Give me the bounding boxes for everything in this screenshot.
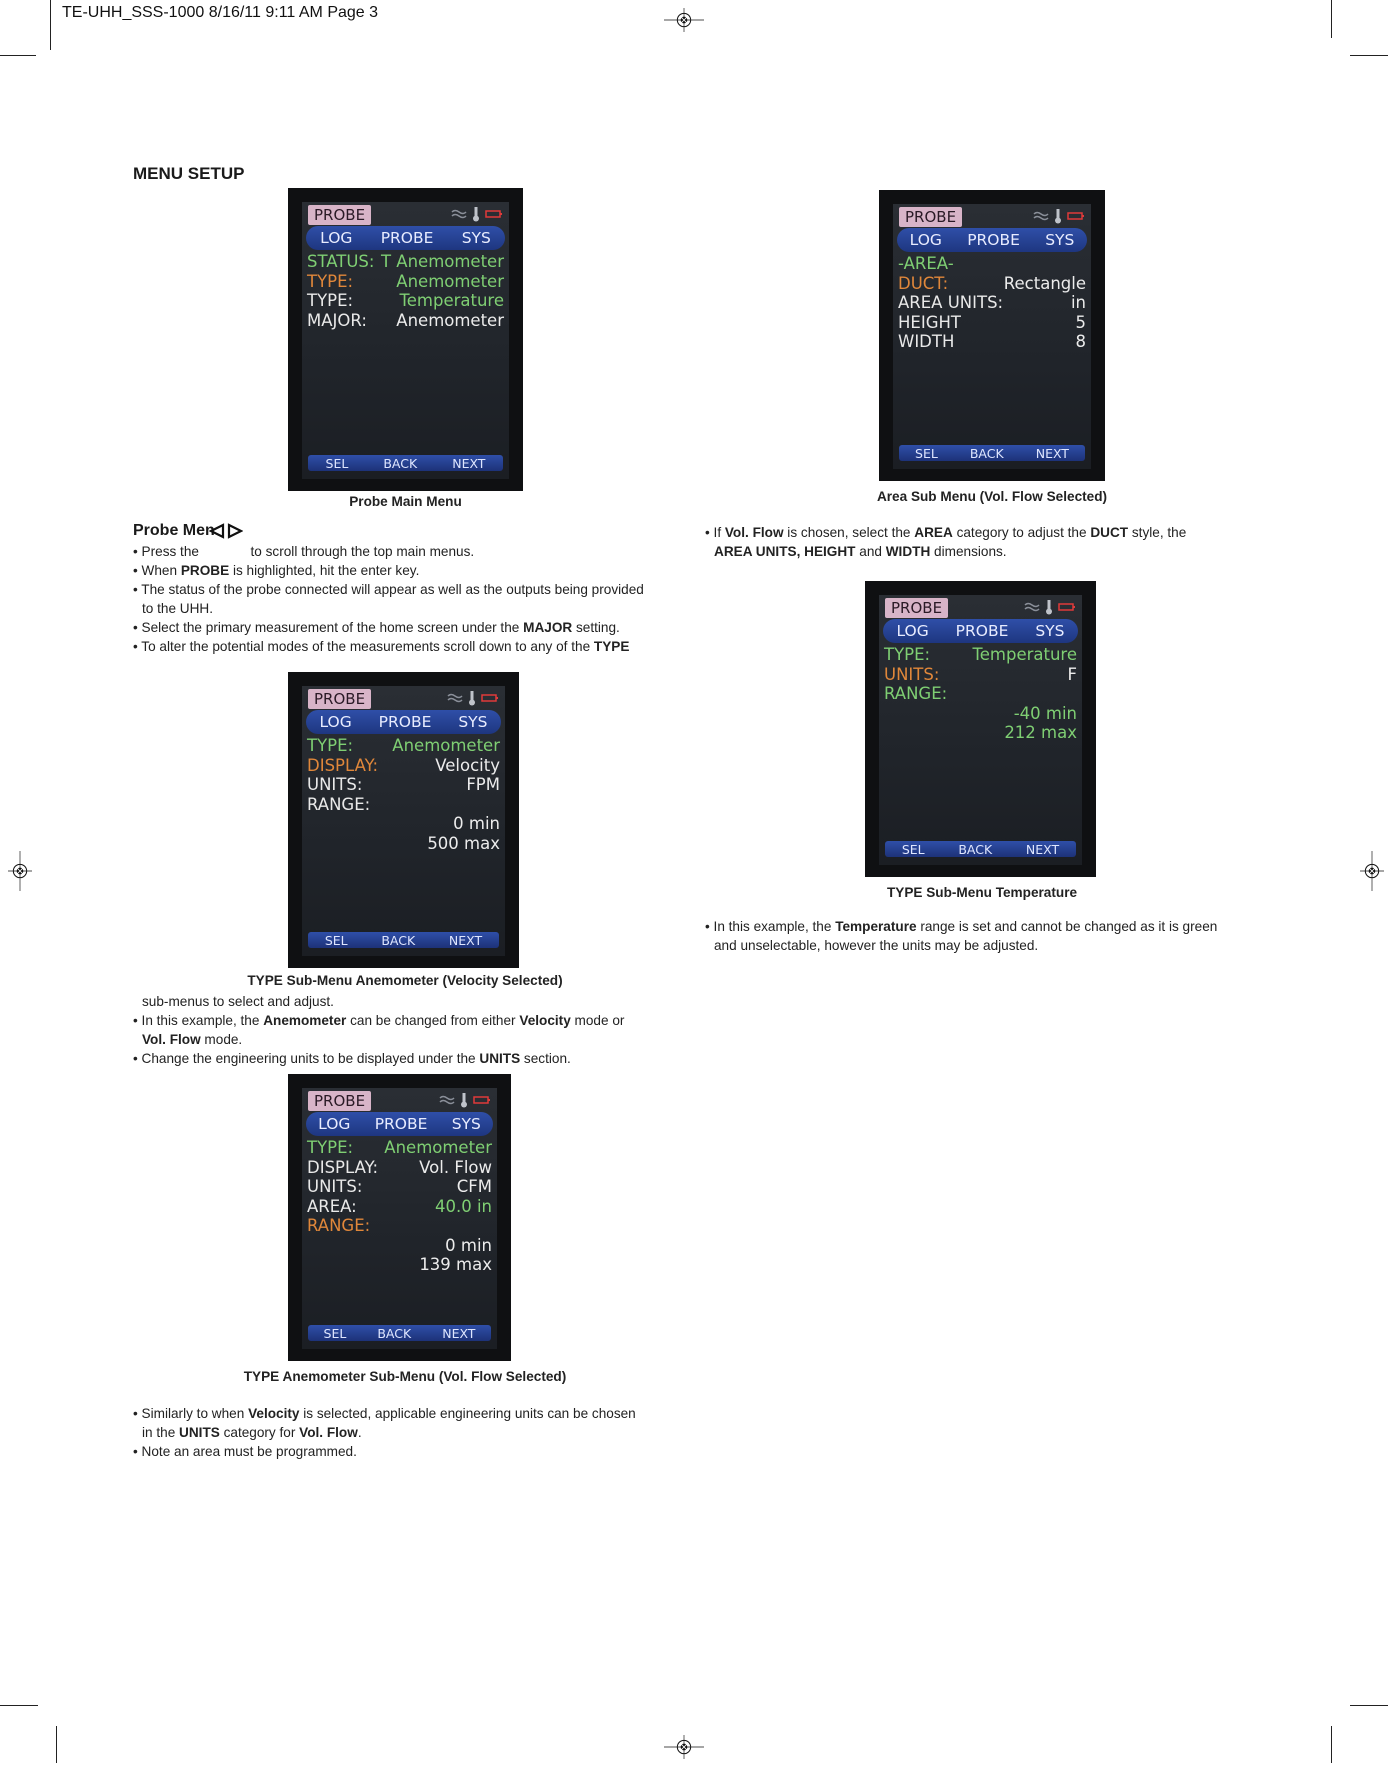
- range-value: 500 max: [427, 833, 500, 853]
- screen-row: [307, 311, 504, 331]
- screen-row: [884, 665, 1077, 685]
- screen-tab-probe: PROBE: [374, 1115, 428, 1133]
- screen-row: [307, 1216, 492, 1236]
- range-value: 0 min: [445, 1235, 492, 1255]
- row-value: Temperature: [972, 645, 1077, 664]
- battery-icon: [1067, 211, 1085, 221]
- softkey-back: BACK: [381, 932, 416, 948]
- row-label: RANGE:: [307, 794, 371, 814]
- probe-menu-bullets: [133, 542, 693, 656]
- registration-mark-icon: [1352, 851, 1388, 891]
- registration-mark-icon: [664, 1727, 704, 1767]
- row-label: AREA UNITS:: [898, 293, 1004, 312]
- row-value: Anemometer: [396, 310, 504, 330]
- softkey-sel: SEL: [901, 841, 925, 857]
- screen-tab-sys: SYS: [1035, 622, 1065, 640]
- status-icons: [1024, 599, 1076, 615]
- screen-row: [307, 1177, 492, 1197]
- wave-icon: [447, 692, 463, 704]
- bullet-enter: • When PROBE is highlighted, hit the enter key.: [133, 563, 420, 578]
- battery-icon: [473, 1095, 491, 1105]
- row-label: TYPE:: [884, 645, 931, 664]
- screen-tab-probe: PROBE: [955, 622, 1009, 640]
- anemometer-bullets: [133, 992, 693, 1068]
- screen-rows: [302, 1138, 497, 1275]
- row-value: CFM: [456, 1177, 492, 1196]
- row-value: Temperature: [399, 291, 504, 310]
- screen-title: PROBE: [899, 207, 962, 227]
- volflow-bullets: [133, 1404, 693, 1461]
- screen-row: [884, 684, 1077, 704]
- row-value: in: [1070, 293, 1086, 312]
- row-label: AREA:: [307, 1196, 357, 1216]
- screen-rows: [302, 736, 505, 853]
- bullet-units: • Change the engineering units to be displayed under the UNITS section.: [133, 1051, 571, 1066]
- device-screen-type-volflow: [288, 1074, 511, 1361]
- bullet-anemometer-mode: • In this example, the Anemometer can be changed from either Velocity mode or: [133, 1013, 625, 1028]
- screen-row: [898, 274, 1086, 294]
- crop-mark: [1350, 55, 1388, 56]
- caption-probe-main: Probe Main Menu: [349, 494, 462, 509]
- screen-row: [307, 756, 500, 776]
- row-value: Anemometer: [384, 1138, 492, 1157]
- bullet-major: • Select the primary measurement of the home screen under the MAJOR setting.: [133, 620, 620, 635]
- softkey-back: BACK: [958, 841, 993, 857]
- softkey-back: BACK: [377, 1325, 412, 1341]
- screen-top-bar: [302, 1088, 497, 1112]
- range-value: 0 min: [453, 814, 500, 833]
- screen-tab-sys: SYS: [461, 229, 491, 247]
- bullet-type: • To alter the potential modes of the measurements scroll down to any of the TYPE: [133, 639, 630, 654]
- row-label: TYPE:: [307, 271, 354, 291]
- row-label: HEIGHT: [898, 312, 961, 332]
- lcd-screen: [302, 202, 509, 479]
- wave-icon: [439, 1094, 455, 1106]
- wave-icon: [451, 208, 467, 220]
- screen-tab-bar: [306, 1112, 493, 1136]
- caption-type-anemometer: TYPE Sub-Menu Anemometer (Velocity Selected): [247, 973, 563, 988]
- row-value: Vol. Flow: [419, 1157, 492, 1177]
- screen-row: [307, 1138, 492, 1158]
- screen-rows: [879, 645, 1082, 743]
- section-title: MENU SETUP: [133, 164, 245, 183]
- screen-tab-bar: [897, 228, 1087, 252]
- row-label: MAJOR:: [307, 310, 367, 330]
- bullet-area: • If Vol. Flow is chosen, select the AREA category to adjust the DUCT style, the: [705, 525, 1187, 540]
- softkey-back: BACK: [969, 445, 1004, 461]
- temperature-bullets: [705, 917, 1285, 955]
- softkey-sel: SEL: [324, 932, 348, 948]
- screen-tab-bar: [883, 619, 1078, 643]
- softkey-sel: SEL: [915, 445, 938, 461]
- range-value: -40 min: [1013, 703, 1077, 723]
- screen-softkey-bar: [885, 841, 1076, 857]
- caption-type-volflow: TYPE Anemometer Sub-Menu (Vol. Flow Selected): [243, 1369, 567, 1384]
- row-value: Anemometer: [392, 736, 500, 755]
- bullet-temperature: • In this example, the Temperature range is set and cannot be changed as it is green: [705, 919, 1218, 934]
- softkey-next: NEXT: [1035, 445, 1069, 461]
- thermometer-icon: [459, 1092, 469, 1108]
- crop-mark: [1350, 1705, 1388, 1706]
- screen-tab-probe: PROBE: [378, 713, 432, 731]
- crop-mark: [56, 1726, 57, 1763]
- battery-icon: [481, 693, 499, 703]
- print-slug: TE-UHH_SSS-1000 8/16/11 9:11 AM Page 3: [62, 4, 379, 21]
- softkey-next: NEXT: [1025, 841, 1060, 857]
- battery-icon: [485, 209, 503, 219]
- device-screen-type-anemometer: [288, 672, 519, 968]
- crop-mark: [0, 55, 36, 56]
- screen-tab-probe: PROBE: [380, 229, 434, 247]
- status-icons: [1033, 208, 1085, 224]
- thermometer-icon: [1044, 599, 1054, 615]
- screen-tab-sys: SYS: [451, 1115, 481, 1133]
- crop-mark: [1331, 0, 1332, 38]
- softkey-sel: SEL: [325, 455, 349, 471]
- screen-tab-log: LOG: [318, 1115, 351, 1133]
- screen-tab-log: LOG: [320, 229, 353, 247]
- lcd-screen: [302, 686, 505, 956]
- softkey-next: NEXT: [448, 932, 483, 948]
- area-bullets: [705, 523, 1285, 561]
- screen-title: PROBE: [308, 205, 371, 225]
- lcd-screen: [879, 595, 1082, 865]
- row-value: T Anemometer: [380, 252, 504, 271]
- screen-row: [884, 645, 1077, 665]
- thermometer-icon: [1053, 208, 1063, 224]
- row-label: RANGE:: [307, 1216, 371, 1235]
- row-value: 5: [1075, 312, 1086, 332]
- probe-menu-heading: [133, 522, 243, 540]
- screen-row: [307, 795, 500, 815]
- row-label: TYPE:: [307, 736, 354, 755]
- screen-tab-probe: PROBE: [967, 231, 1020, 249]
- row-value: Rectangle: [1003, 273, 1086, 293]
- screen-top-bar: [879, 595, 1082, 619]
- row-value: Velocity: [435, 755, 500, 775]
- screen-tab-log: LOG: [896, 622, 929, 640]
- screen-title: PROBE: [885, 598, 948, 618]
- row-label: DISPLAY:: [307, 755, 379, 775]
- row-label: WIDTH: [898, 332, 955, 351]
- screen-row: [898, 293, 1086, 313]
- row-value: 8: [1075, 332, 1086, 351]
- row-value: 40.0 in: [434, 1196, 492, 1216]
- screen-rows: [893, 254, 1091, 352]
- row-label: DISPLAY:: [307, 1157, 379, 1177]
- softkey-next: NEXT: [452, 455, 486, 471]
- softkey-back: BACK: [383, 455, 418, 471]
- bullet-area-note: • Note an area must be programmed.: [133, 1444, 357, 1459]
- bullet-volflow-units: • Similarly to when Velocity is selected, applicable engineering units can be chosen: [133, 1406, 636, 1421]
- row-label: RANGE:: [884, 684, 948, 703]
- screen-tab-log: LOG: [909, 231, 942, 249]
- wave-icon: [1024, 601, 1040, 613]
- bullet-anemometer-mode-cont: Vol. Flow mode.: [142, 1032, 243, 1047]
- bullet-scroll: • Press the to scroll through the top main menus.: [133, 544, 475, 559]
- row-label: TYPE:: [307, 1138, 354, 1157]
- screen-title: PROBE: [308, 1091, 371, 1111]
- thermometer-icon: [471, 206, 481, 222]
- screen-row: [898, 332, 1086, 352]
- screen-row: [307, 291, 504, 311]
- row-label: UNITS:: [884, 664, 940, 684]
- probe-menu-title: Probe Men: [133, 522, 215, 539]
- caption-type-temperature: TYPE Sub-Menu Temperature: [886, 885, 1078, 900]
- status-icons: [447, 690, 499, 706]
- crop-mark: [1331, 1726, 1332, 1763]
- bullet-status-cont: to the UHH.: [142, 601, 214, 616]
- screen-tab-sys: SYS: [1045, 231, 1075, 249]
- row-label: STATUS:: [307, 252, 375, 271]
- row-label: DUCT:: [898, 273, 949, 293]
- device-screen-type-temperature: [865, 581, 1096, 877]
- screen-top-bar: [893, 204, 1091, 228]
- registration-mark-icon: [664, 0, 704, 40]
- screen-row: [307, 252, 504, 272]
- screen-tab-log: LOG: [319, 713, 352, 731]
- screen-row: [898, 313, 1086, 333]
- row-value: FPM: [466, 775, 500, 794]
- screen-top-bar: [302, 202, 509, 226]
- screen-row: [307, 272, 504, 292]
- type-cont: sub-menus to select and adjust.: [142, 994, 334, 1009]
- wave-icon: [1033, 210, 1049, 222]
- thermometer-icon: [467, 690, 477, 706]
- arrow-right-icon: [227, 523, 243, 539]
- lcd-screen: [893, 204, 1091, 469]
- screen-tab-bar: [306, 226, 505, 250]
- screen-title: PROBE: [308, 689, 371, 709]
- softkey-sel: SEL: [323, 1325, 347, 1341]
- screen-tab-bar: [306, 710, 501, 734]
- registration-mark-icon: [0, 851, 40, 891]
- row-value: Anemometer: [396, 271, 504, 291]
- row-label: -AREA-: [898, 254, 954, 273]
- bullet-volflow-units-cont: in the UNITS category for Vol. Flow.: [142, 1425, 362, 1440]
- screen-row: [307, 1158, 492, 1178]
- screen-row: [898, 254, 1086, 274]
- screen-rows: [302, 252, 509, 330]
- caption-area-sub: Area Sub Menu (Vol. Flow Selected): [876, 489, 1108, 504]
- screen-softkey-bar: [308, 455, 503, 471]
- range-value: 212 max: [1004, 723, 1077, 742]
- bullet-temperature-cont: and unselectable, however the units may be adjusted.: [714, 938, 1039, 953]
- screen-top-bar: [302, 686, 505, 710]
- screen-tab-sys: SYS: [458, 713, 488, 731]
- row-label: TYPE:: [307, 291, 354, 310]
- screen-row: [307, 1197, 492, 1217]
- softkey-next: NEXT: [442, 1325, 476, 1341]
- screen-row: [307, 775, 500, 795]
- screen-softkey-bar: [308, 932, 499, 948]
- device-screen-area-sub: [879, 190, 1105, 481]
- row-label: UNITS:: [307, 775, 363, 794]
- screen-softkey-bar: [308, 1325, 491, 1341]
- screen-softkey-bar: [899, 445, 1085, 461]
- crop-mark: [50, 0, 51, 50]
- bullet-status: • The status of the probe connected will appear as well as the outputs being provided: [133, 582, 644, 597]
- device-screen-probe-main: [288, 188, 523, 491]
- screen-row: [307, 736, 500, 756]
- arrow-left-icon: [209, 523, 225, 539]
- status-icons: [451, 206, 503, 222]
- row-value: F: [1067, 664, 1077, 684]
- range-value: 139 max: [419, 1255, 492, 1274]
- status-icons: [439, 1092, 491, 1108]
- lcd-screen: [302, 1088, 497, 1349]
- crop-mark: [0, 1705, 38, 1706]
- bullet-area-cont: AREA UNITS, HEIGHT and WIDTH dimensions.: [714, 544, 1007, 559]
- row-label: UNITS:: [307, 1177, 363, 1196]
- battery-icon: [1058, 602, 1076, 612]
